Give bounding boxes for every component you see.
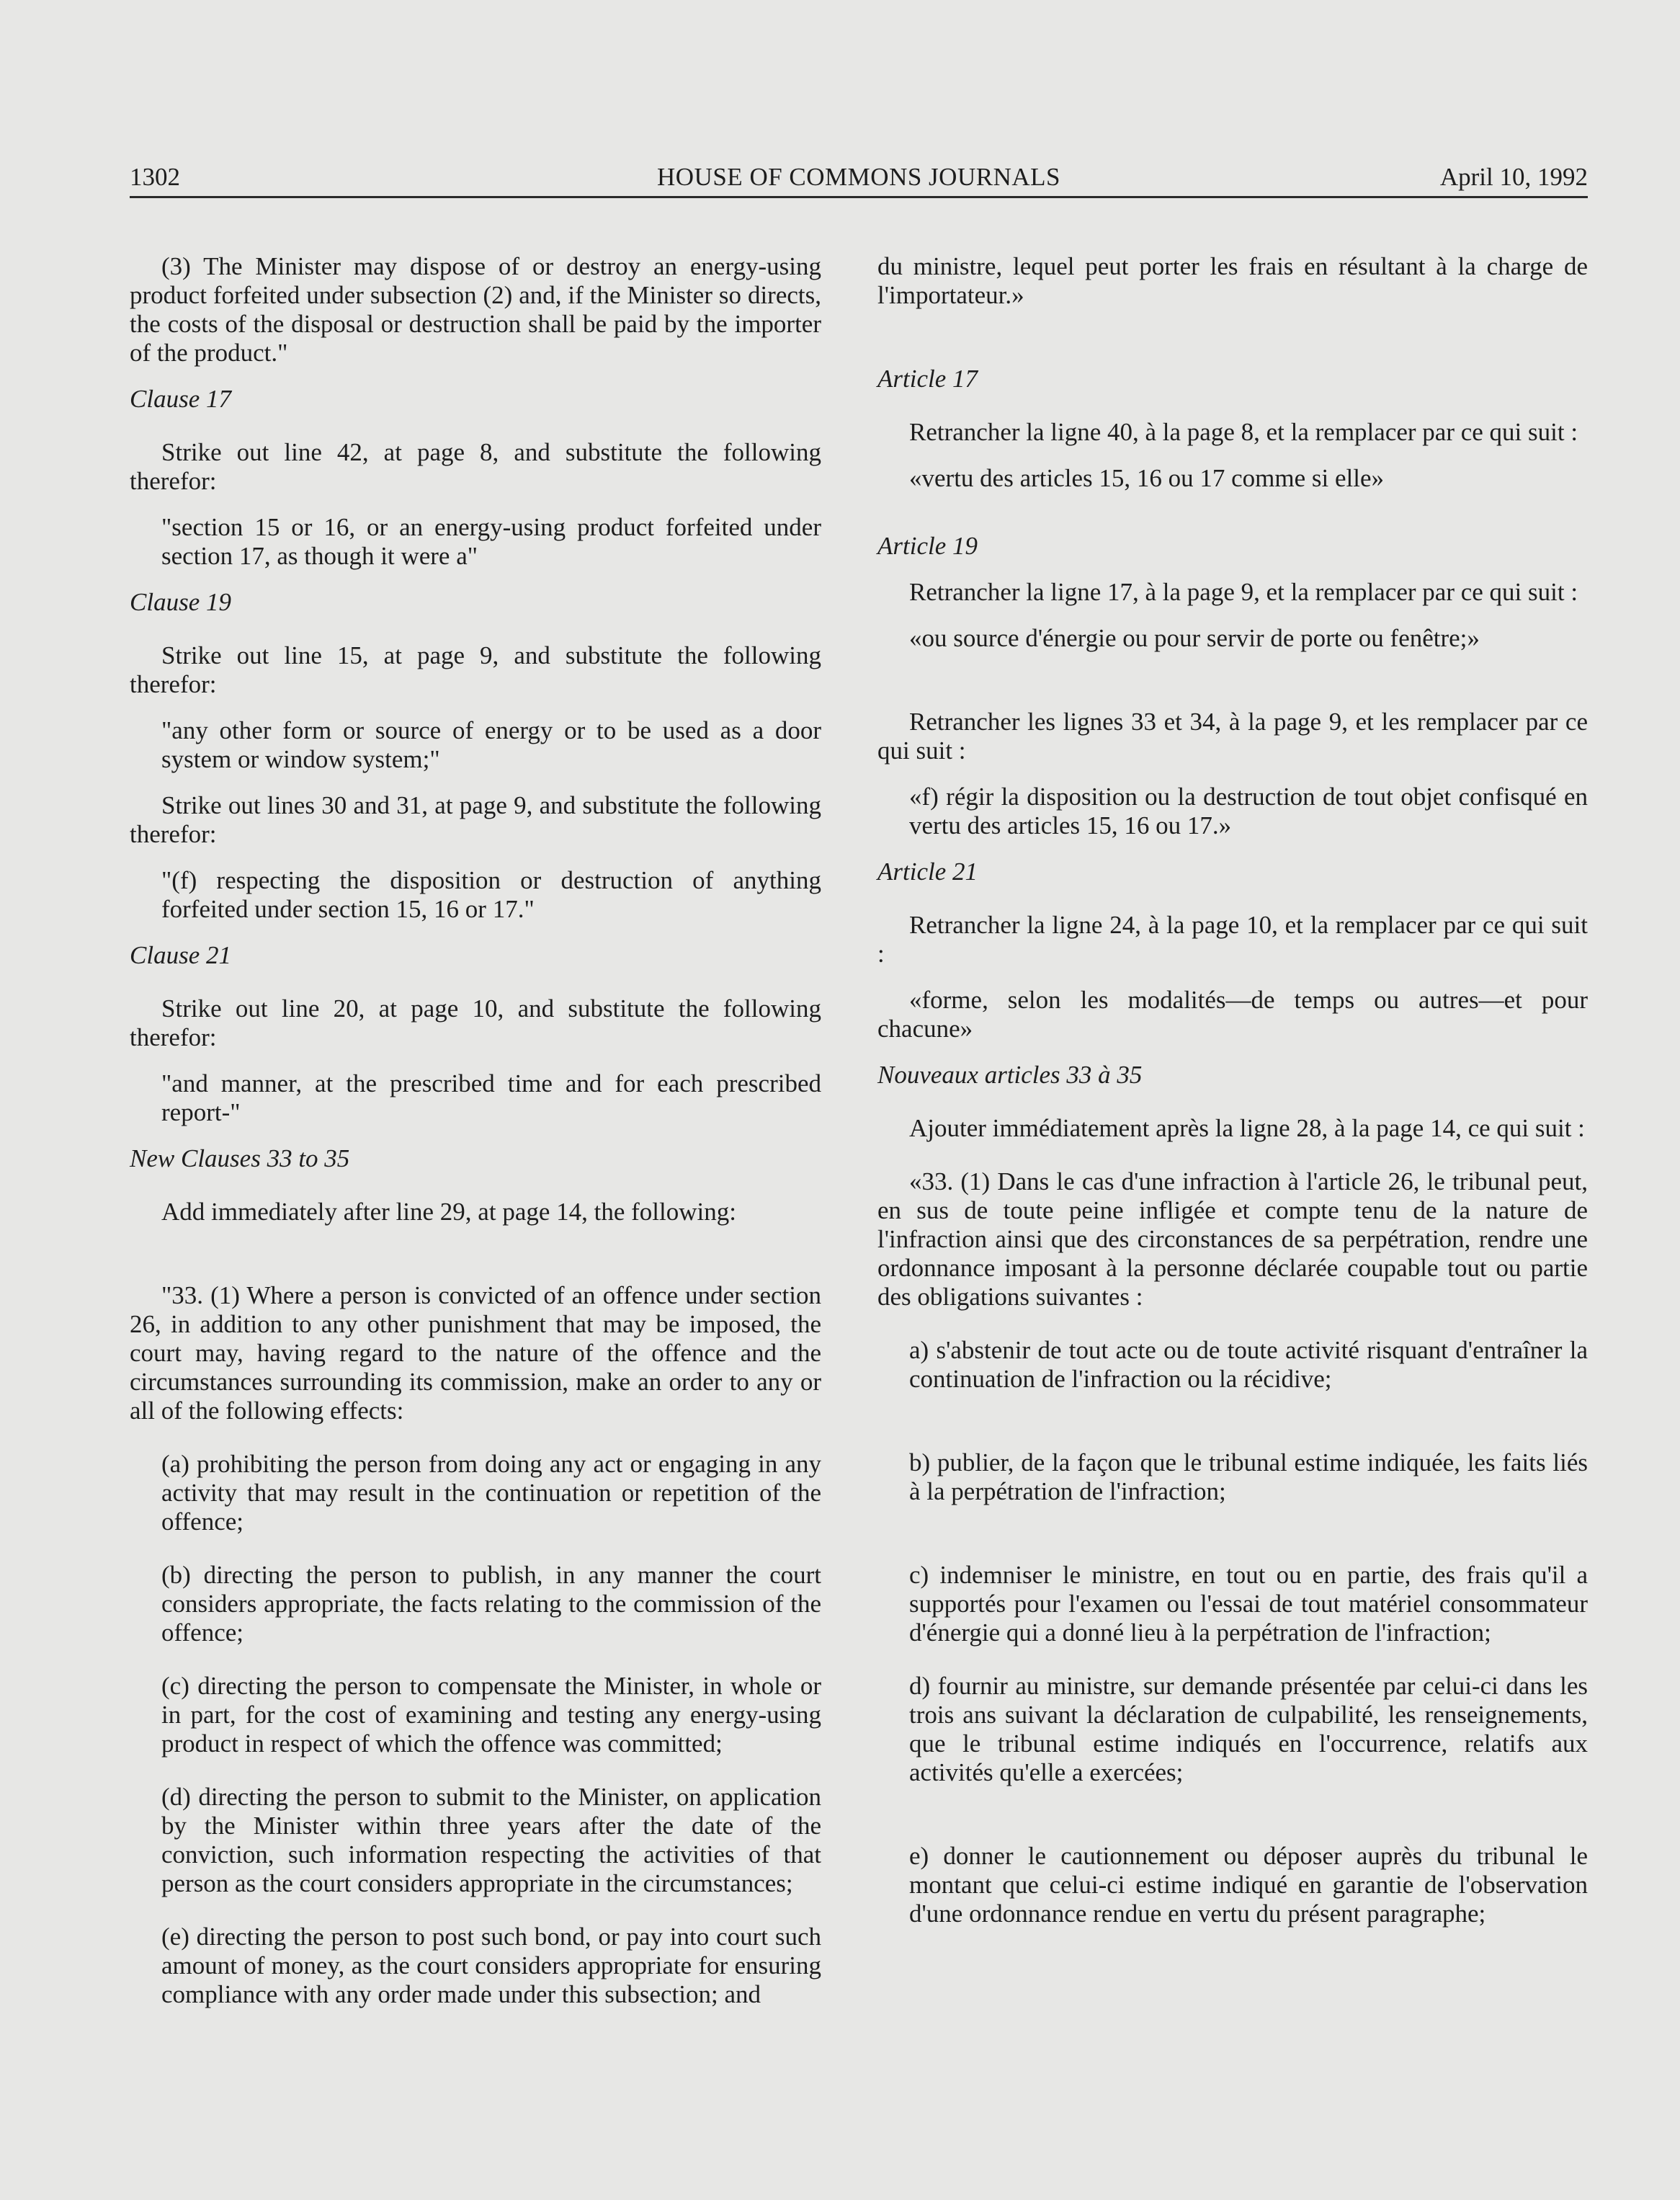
clause-19-heading: Clause 19 [130, 588, 231, 616]
clause-33-intro: "33. (1) Where a person is convicted of an offence under section 26, in addition to any other punishment that may be imposed, the court may, having regard to the nature of the offence and the circumstances surrounding its commission, make an order to any or all of the following effects: [130, 1281, 821, 1425]
article-19-text-1: «ou source d'énergie ou pour servir de porte ou fenêtre;» [909, 624, 1480, 652]
new-clauses-heading: New Clauses 33 to 35 [130, 1144, 350, 1172]
new-articles-heading: Nouveaux articles 33 à 35 [877, 1061, 1143, 1089]
article-17-text: «vertu des articles 15, 16 ou 17 comme si elle» [909, 464, 1385, 492]
article-33-intro: «33. (1) Dans le cas d'une infraction à l'article 26, le tribunal peut, en sus de toute peine infligée et compte tenu de la nature de l'infraction ainsi que des circonstances de sa perpétration, rendre une ordonnance imposant à la personne déclarée coupable tout ou partie des obligations suivantes : [877, 1167, 1588, 1311]
paragraph-e-fr: e) donner le cautionnement ou déposer auprès du tribunal le montant que celui-ci estime indiqué en garantie de l'observation d'une ordonnance rendue en vertu du présent paragraphe; [909, 1842, 1588, 1928]
subsection-3-fr: du ministre, lequel peut porter les frais en résultant à la charge de l'importateur.» [877, 252, 1588, 309]
clause-21-heading: Clause 21 [130, 941, 231, 969]
article-19-instruction-1: Retrancher la ligne 17, à la page 9, et la remplacer par ce qui suit : [909, 578, 1578, 606]
clause-21-text: "and manner, at the prescribed time and for each prescribed report-" [161, 1069, 821, 1126]
clause-21-instruction: Strike out line 20, at page 10, and substitute the following therefor: [130, 994, 821, 1051]
paragraph-e: (e) directing the person to post such bond, or pay into court such amount of money, as the court considers appropriate for ensuring compliance with any order made under this subsection; and [161, 1923, 821, 2008]
paragraph-b-fr: b) publier, de la façon que le tribunal estime indiquée, les faits liés à la perpétration de l'infraction; [909, 1448, 1588, 1505]
paragraph-d-fr: d) fournir au ministre, sur demande présentée par celui-ci dans les trois ans suivant la déclaration de culpabilité, les renseignements, que le tribunal estime indiqués en l'occurrence, relatifs aux activités qu'elle a exercées; [909, 1672, 1588, 1786]
article-21-text: «forme, selon les modalités—de temps ou autres—et pour chacune» [877, 986, 1588, 1043]
page-number: 1302 [130, 163, 180, 191]
clause-19-text-1: "any other form or source of energy or to be used as a door system or window system;" [161, 716, 821, 773]
french-column [877, 252, 1588, 1928]
clause-17-instruction: Strike out line 42, at page 8, and substitute the following therefor: [130, 438, 821, 495]
article-19-heading: Article 19 [877, 532, 978, 560]
journal-title: HOUSE OF COMMONS JOURNALS [657, 163, 1060, 191]
paragraph-b: (b) directing the person to publish, in any manner the court considers appropriate, the facts relating to the commission of the offence; [161, 1561, 821, 1647]
article-17-instruction: Retrancher la ligne 40, à la page 8, et la remplacer par ce qui suit : [909, 418, 1578, 446]
article-21-instruction: Retrancher la ligne 24, à la page 10, et la remplacer par ce qui suit : [877, 911, 1588, 968]
article-19-text-2: «f) régir la disposition ou la destruction de tout objet confisqué en vertu des articles 15, 16 ou 17.» [909, 783, 1588, 840]
page-date: April 10, 1992 [1439, 163, 1588, 191]
paragraph-c: (c) directing the person to compensate the Minister, in whole or in part, for the cost of examining and testing any energy-using product in respect of which the offence was committed; [161, 1672, 821, 1758]
article-21-heading: Article 21 [877, 858, 978, 886]
clause-19-instruction-1: Strike out line 15, at page 9, and substitute the following therefor: [130, 641, 821, 698]
english-column [130, 252, 821, 2009]
clause-17-text: "section 15 or 16, or an energy-using product forfeited under section 17, as though it were a" [161, 513, 821, 570]
clause-17-heading: Clause 17 [130, 385, 231, 413]
new-articles-instruction: Ajouter immédiatement après la ligne 28, à la page 14, ce qui suit : [909, 1114, 1585, 1142]
clause-19-text-2: "(f) respecting the disposition or destruction of anything forfeited under section 15, 16 or 17." [161, 866, 821, 923]
new-clauses-instruction: Add immediately after line 29, at page 14, the following: [161, 1198, 736, 1226]
page-header [130, 157, 1588, 198]
paragraph-a-fr: a) s'abstenir de tout acte ou de toute activité risquant d'entraîner la continuation de l'infraction ou la récidive; [909, 1336, 1588, 1393]
clause-19-instruction-2: Strike out lines 30 and 31, at page 9, and substitute the following therefor: [130, 791, 821, 848]
article-19-instruction-2: Retrancher les lignes 33 et 34, à la page 9, et les remplacer par ce qui suit : [877, 708, 1588, 765]
article-17-heading: Article 17 [877, 365, 978, 393]
subsection-3: (3) The Minister may dispose of or destroy an energy-using product forfeited under subsection (2) and, if the Minister so directs, the costs of the disposal or destruction shall be paid by the importer of the product." [130, 252, 821, 367]
paragraph-d: (d) directing the person to submit to the Minister, on application by the Minister within three years after the date of the conviction, such information respecting the activities of that person as the court considers appropriate in the circumstances; [161, 1783, 821, 1897]
paragraph-c-fr: c) indemniser le ministre, en tout ou en partie, des frais qu'il a supportés pour l'examen ou l'essai de tout matériel consommateur d'énergie qui a donné lieu à la perpétration de l'infraction; [909, 1561, 1588, 1647]
paragraph-a: (a) prohibiting the person from doing any act or engaging in any activity that may result in the continuation or repetition of the offence; [161, 1450, 821, 1536]
